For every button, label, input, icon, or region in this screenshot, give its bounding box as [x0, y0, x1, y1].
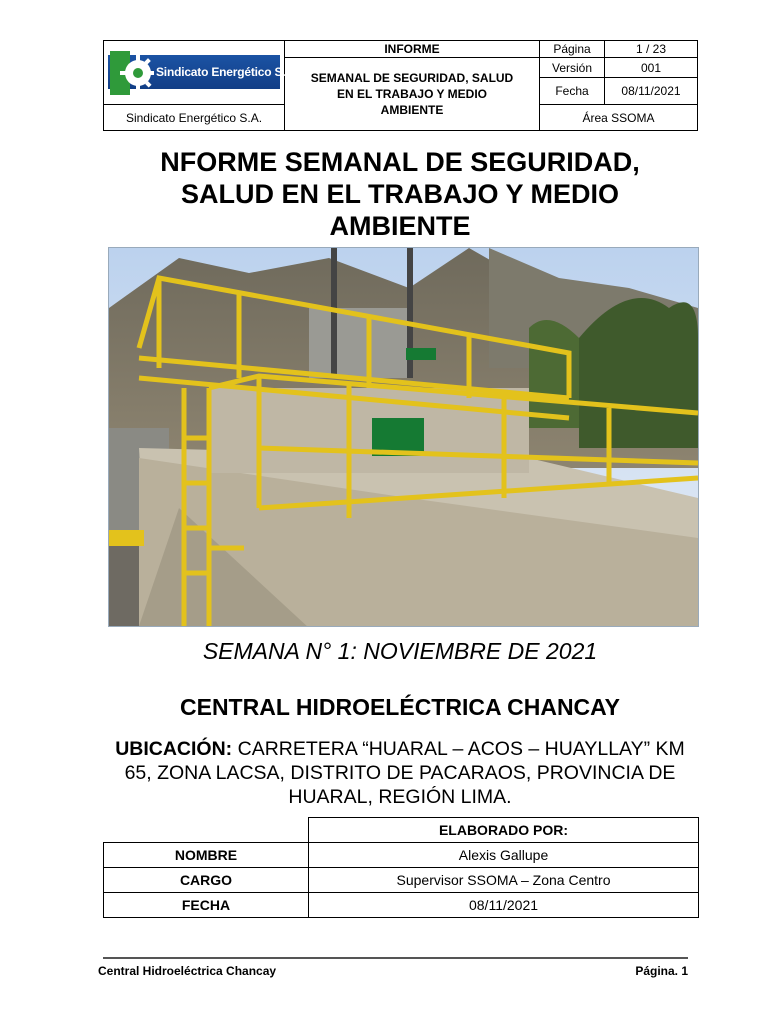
company-name: Sindicato Energético S.A. — [104, 105, 285, 131]
page-value: 1 / 23 — [605, 41, 698, 58]
footer-plant-name: Central Hidroeléctrica Chancay — [98, 964, 277, 978]
footer-divider — [103, 957, 688, 959]
name-value: Alexis Gallupe — [309, 843, 699, 868]
logo-wordmark: Sindicato Energético S.A. — [156, 64, 298, 79]
gear-icon — [110, 49, 154, 97]
prepared-by-table — [103, 817, 699, 918]
page-label: Página — [540, 41, 605, 58]
plant-name: CENTRAL HIDROELÉCTRICA CHANCAY — [180, 694, 620, 720]
footer-page-number: Página. 1 — [635, 964, 688, 978]
table-row — [104, 893, 699, 918]
position-label: CARGO — [104, 868, 309, 893]
date-row-label: FECHA — [104, 893, 309, 918]
document-title: SEMANAL DE SEGURIDAD, SALUD EN EL TRABAJO Y MEDIO AMBIENTE — [285, 58, 540, 131]
week-heading: SEMANA N° 1: NOVIEMBRE DE 2021 — [202, 638, 598, 664]
table-row — [104, 843, 699, 868]
prepared-by-heading: ELABORADO POR: — [309, 818, 699, 843]
company-logo-cell — [104, 41, 298, 105]
date-value: 08/11/2021 — [605, 78, 698, 105]
area-label: Área SSOMA — [540, 105, 698, 131]
date-row-value: 08/11/2021 — [309, 893, 699, 918]
report-label: INFORME — [285, 41, 540, 58]
location-text: CARRETERA “HUARAL – ACOS – HUAYLLAY” KM 65, ZONA LACSA, DISTRITO DE PACARAOS, PROVINCIA DE HUARAL, REGIÓN LIMA. — [124, 738, 685, 808]
position-value: Supervisor SSOMA – Zona Centro — [309, 868, 699, 893]
hydro-structure-illustration — [109, 248, 698, 626]
version-label: Versión — [540, 58, 605, 78]
location-label: UBICACIÓN: — [115, 738, 233, 760]
cover-photo — [108, 247, 699, 627]
date-label: Fecha — [540, 78, 605, 105]
location-block — [100, 737, 700, 809]
document-header-table — [103, 40, 698, 131]
page-title: NFORME SEMANAL DE SEGURIDAD, SALUD EN EL TRABAJO Y MEDIO AMBIENTE — [160, 147, 640, 241]
version-value: 001 — [605, 58, 698, 78]
name-label: NOMBRE — [104, 843, 309, 868]
company-logo — [108, 49, 298, 97]
table-row — [104, 868, 699, 893]
